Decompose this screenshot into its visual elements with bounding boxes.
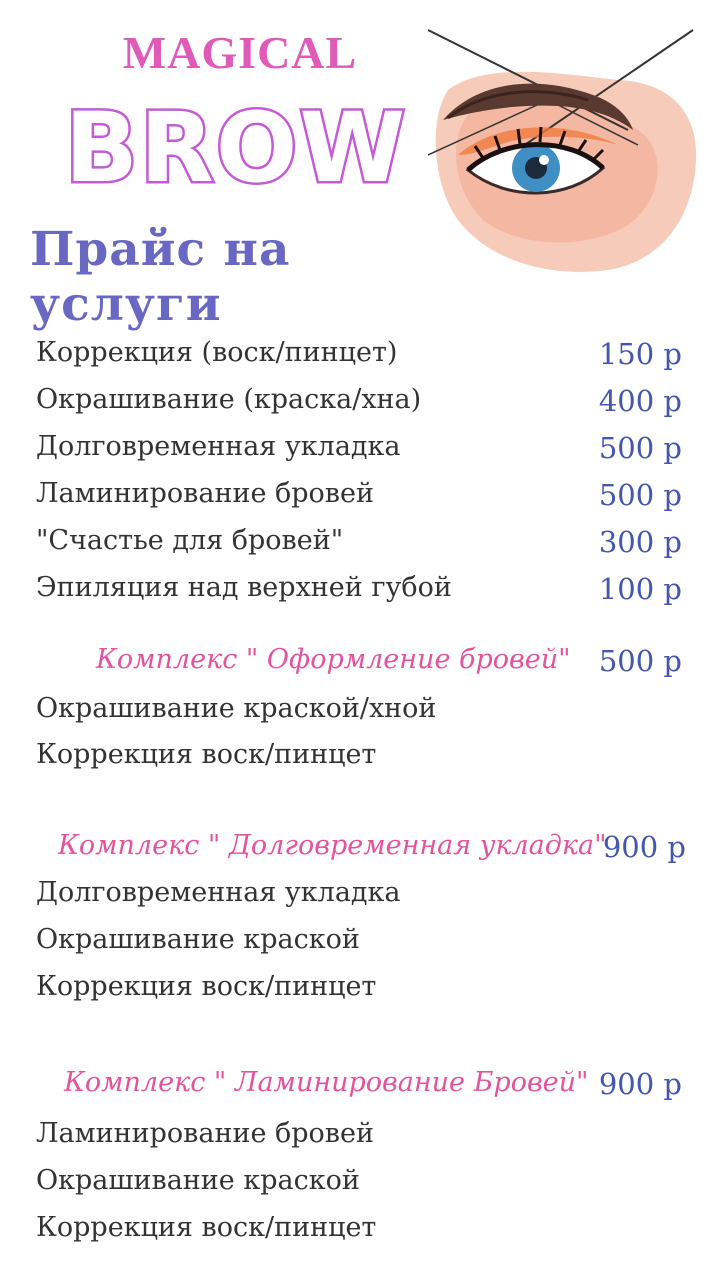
- complex-title: Комплекс " Долговременная укладка": [58, 830, 607, 861]
- complex-title: Комплекс " Оформление бровей": [96, 644, 571, 675]
- list-item: [0, 967, 720, 1011]
- service-name: Коррекция (воск/пинцет): [36, 337, 398, 368]
- service-name: Эпиляция над верхней губой: [36, 572, 452, 603]
- list-item: [0, 735, 720, 779]
- list-item: [0, 873, 720, 917]
- list-item: [0, 568, 720, 612]
- list-item: [0, 474, 720, 518]
- service-price: 100 р: [598, 572, 682, 606]
- complex-item: Коррекция воск/пинцет: [36, 739, 377, 770]
- complex-price: 900 р: [602, 830, 686, 864]
- list-item: [0, 521, 720, 565]
- complex-item: Окрашивание краской: [36, 1165, 360, 1196]
- service-price: 150 р: [598, 337, 682, 371]
- list-item: [0, 689, 720, 733]
- service-price: 500 р: [598, 431, 682, 465]
- complex-item: Коррекция воск/пинцет: [36, 1212, 377, 1243]
- service-price: 500 р: [598, 478, 682, 512]
- complex-header: [0, 1063, 720, 1107]
- list-item: [0, 333, 720, 377]
- page-title: Прайс на услуги: [30, 222, 291, 332]
- complex-item: Ламинирование бровей: [36, 1118, 374, 1149]
- list-item: [0, 920, 720, 964]
- service-name: Долговременная укладка: [36, 431, 401, 462]
- list-item: [0, 427, 720, 471]
- list-item: [0, 380, 720, 424]
- list-item: [0, 1161, 720, 1205]
- complex-header: [0, 826, 720, 870]
- complex-item: Окрашивание краской/хной: [36, 693, 437, 724]
- complex-price: 500 р: [598, 644, 682, 678]
- service-price: 400 р: [598, 384, 682, 418]
- brand-magical: MAGICAL: [122, 27, 358, 78]
- complex-header: [0, 640, 720, 684]
- list-item: [0, 1114, 720, 1158]
- complex-title: Комплекс " Ламинирование Бровей": [64, 1067, 589, 1098]
- service-name: "Счастье для бровей": [36, 525, 344, 556]
- service-name: Окрашивание (краска/хна): [36, 384, 422, 415]
- complex-item: Окрашивание краской: [36, 924, 360, 955]
- complex-item: Коррекция воск/пинцет: [36, 971, 377, 1002]
- complex-item: Долговременная укладка: [36, 877, 401, 908]
- service-price: 300 р: [598, 525, 682, 559]
- complex-price: 900 р: [598, 1067, 682, 1101]
- eye-with-brow-icon: [428, 20, 708, 282]
- service-name: Ламинирование бровей: [36, 478, 374, 509]
- brand-brow: BROW: [64, 92, 408, 204]
- list-item: [0, 1208, 720, 1252]
